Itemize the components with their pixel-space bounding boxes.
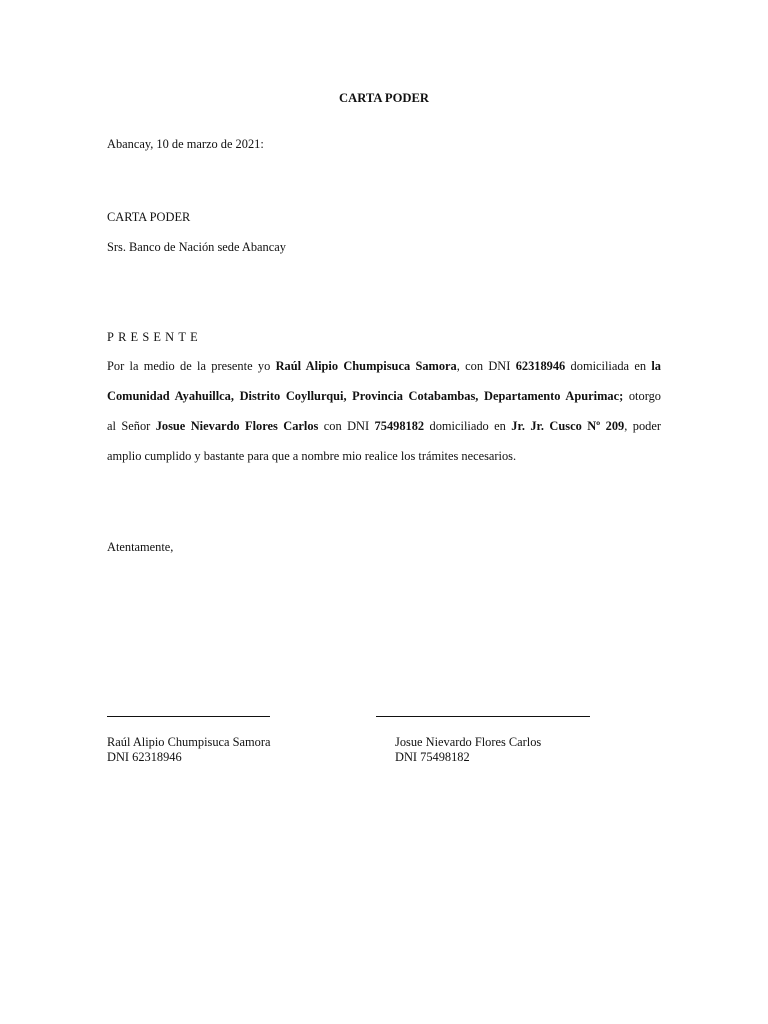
signature-line-left [107, 716, 270, 717]
body-text: al Señor [107, 419, 156, 433]
body-text: Por la medio de la presente yo [107, 359, 276, 373]
grantee-name: Josue Nievardo Flores Carlos [155, 419, 319, 433]
subject-line: CARTA PODER [107, 210, 191, 224]
body-text: domiciliada en [565, 359, 652, 373]
signature-block-left [107, 735, 270, 765]
signature-line-right [376, 716, 590, 717]
body-line-1 [107, 359, 661, 374]
grantor-dni: 62318946 [515, 359, 566, 373]
body-text: , con DNI [456, 359, 516, 373]
grantee-dni: 75498182 [374, 419, 425, 433]
grantor-address-start: la [651, 359, 661, 373]
signer-name: Josue Nievardo Flores Carlos [395, 735, 542, 749]
signer-name: Raúl Alipio Chumpisuca Samora [107, 735, 271, 749]
date-line: Abancay, 10 de marzo de 2021: [107, 137, 264, 151]
body-text: otorgo [623, 389, 661, 403]
body-text: domiciliado en [424, 419, 512, 433]
grantee-address: Jr. Jr. Cusco Nº 209 [511, 419, 625, 433]
body-line-4: amplio cumplido y bastante para que a nombre mio realice los trámites necesarios. [107, 449, 517, 463]
closing-line: Atentamente, [107, 540, 174, 554]
signer-dni: DNI 75498182 [395, 750, 470, 764]
addressee-line: Srs. Banco de Nación sede Abancay [107, 240, 286, 254]
body-line-2 [107, 389, 661, 404]
grantor-name: Raúl Alipio Chumpisuca Samora [275, 359, 457, 373]
presente-line: PRESENTE [107, 330, 202, 344]
grantor-address: Comunidad Ayahuillca, Distrito Coyllurqui, Provincia Cotabambas, Departamento Apurimac; [107, 389, 624, 403]
signer-dni: DNI 62318946 [107, 750, 182, 764]
signature-block-right [395, 735, 541, 765]
body-text: , poder [624, 419, 661, 433]
document-title: CARTA PODER [339, 91, 429, 105]
body-text: con DNI [318, 419, 375, 433]
body-line-3 [107, 419, 661, 434]
